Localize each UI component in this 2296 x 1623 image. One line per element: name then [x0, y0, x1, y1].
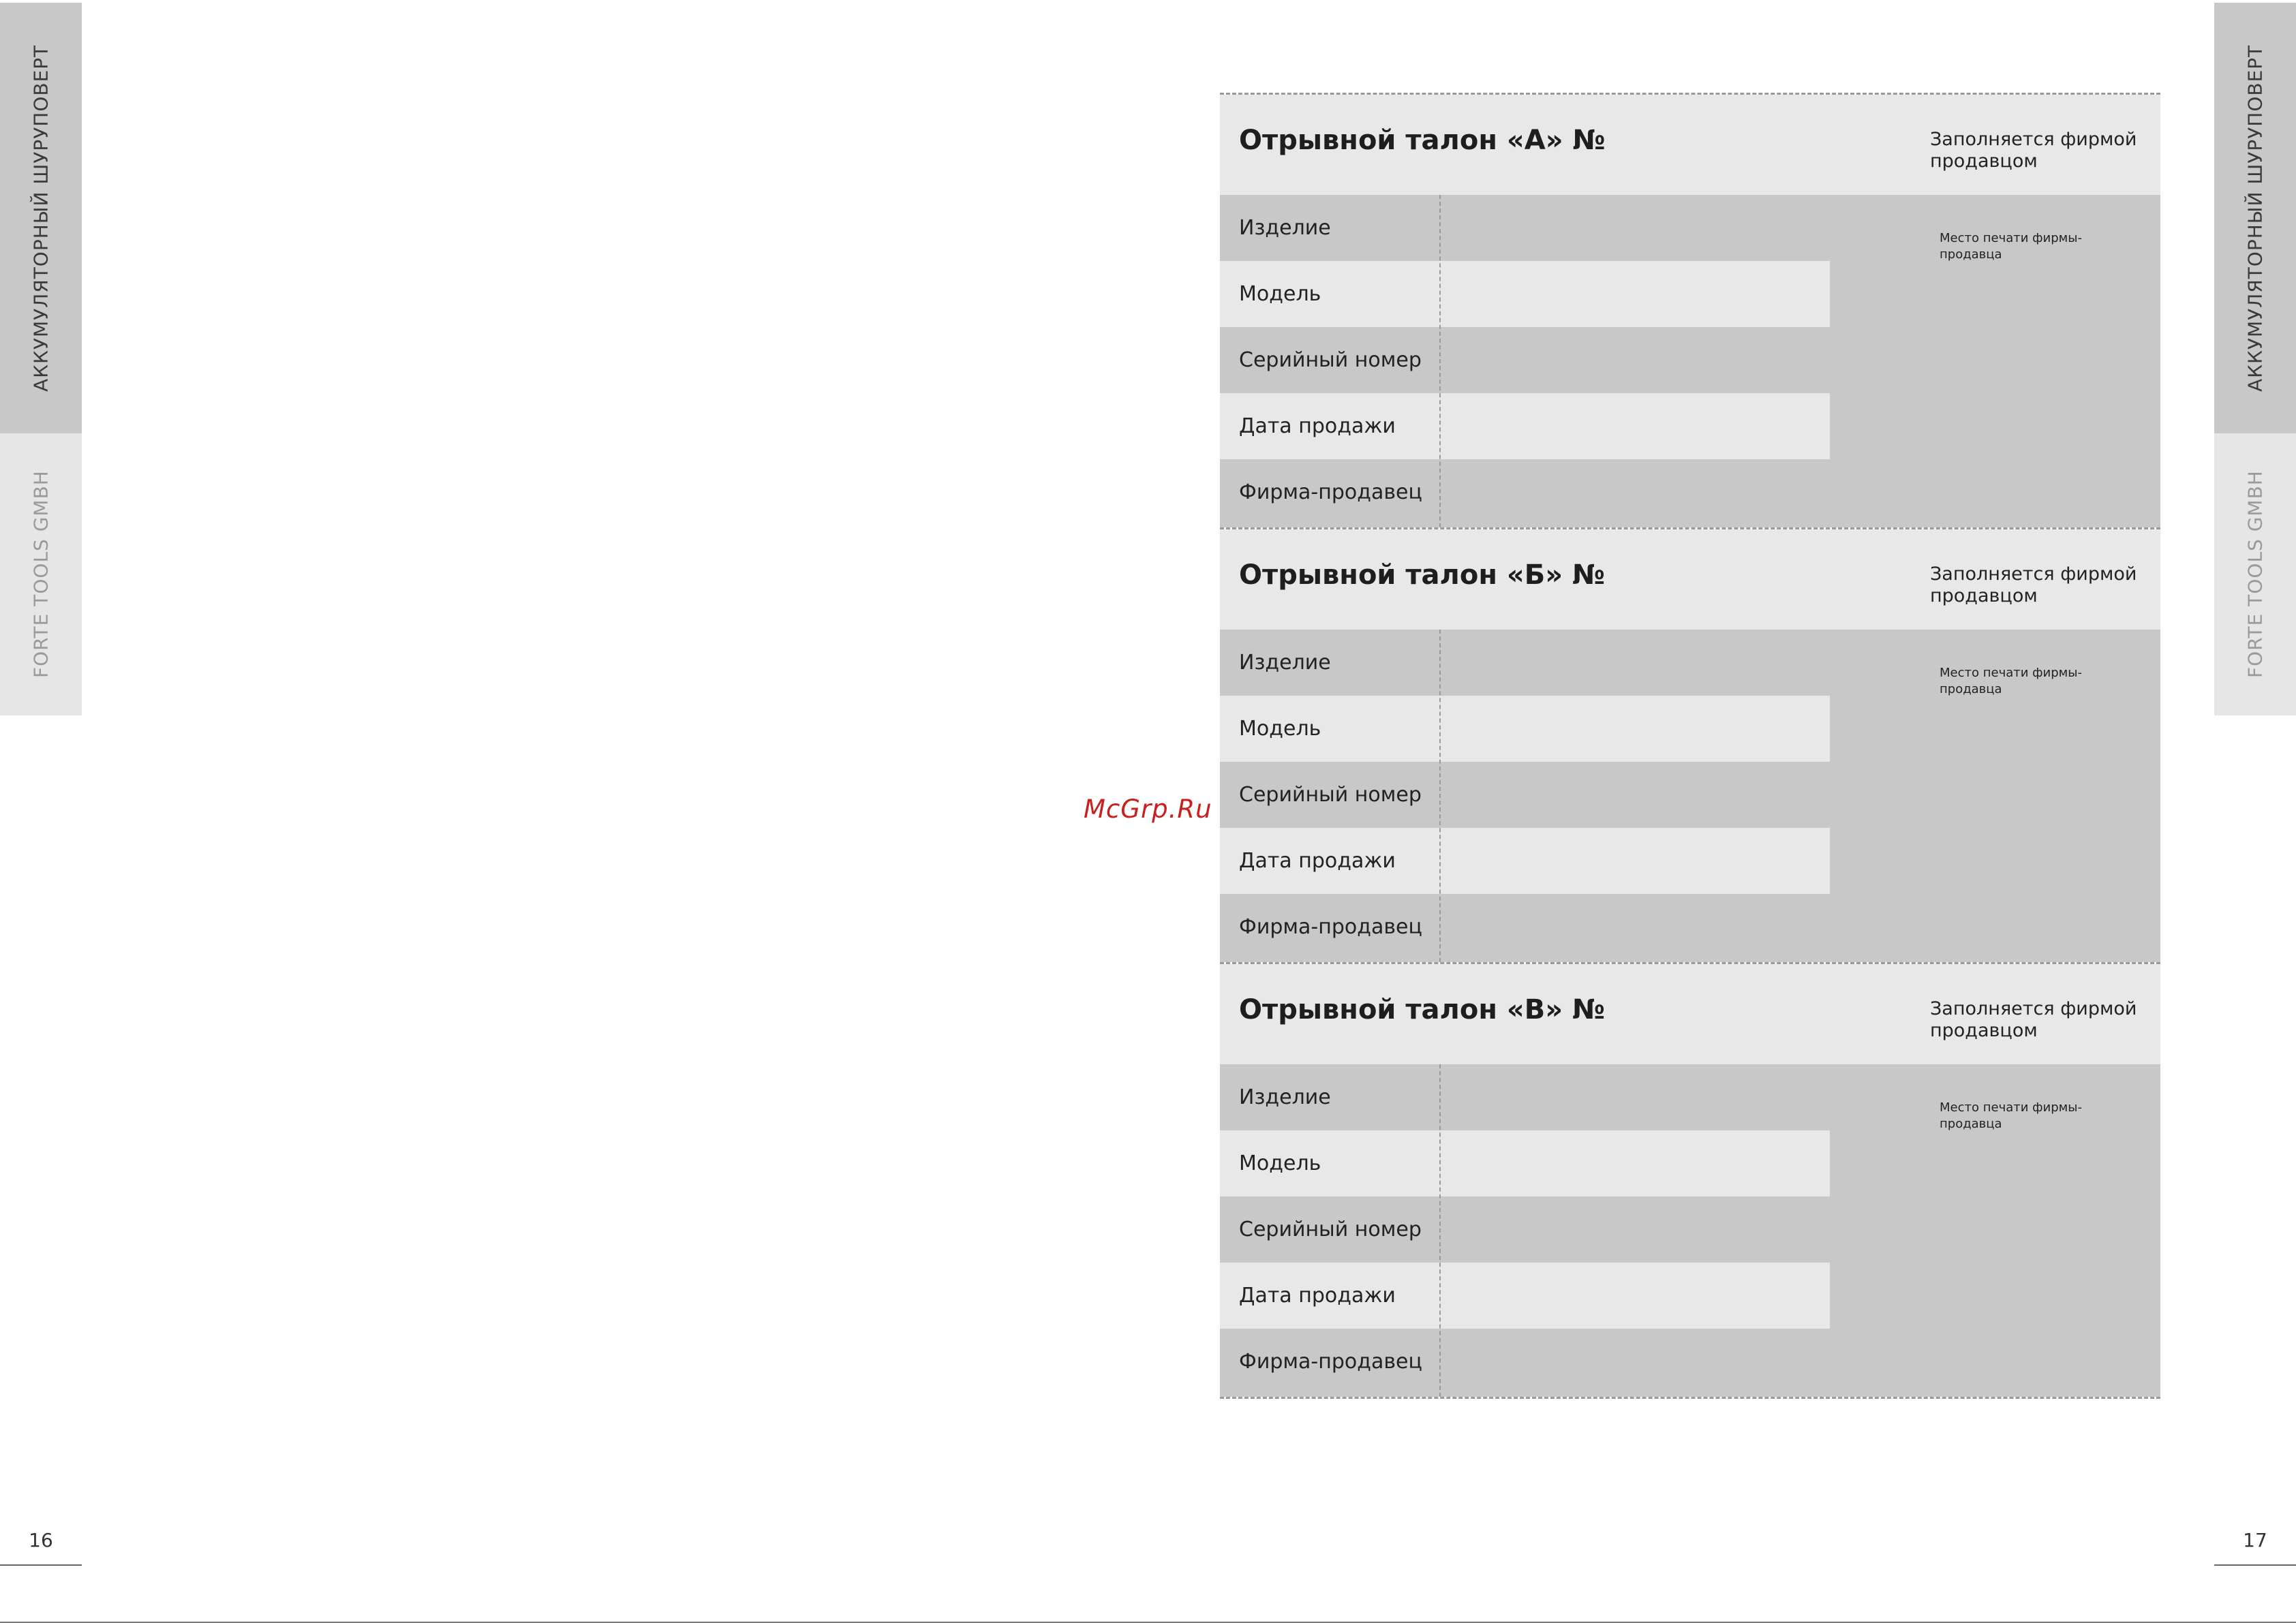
left-company-tab — [0, 433, 82, 715]
column-divider — [1439, 630, 1441, 962]
stamp-note: Место печати фирмы-продавца — [1940, 666, 2082, 696]
row-model — [1220, 261, 1830, 327]
page-number-right: 17 — [2243, 1529, 2267, 1551]
page-rule-left — [0, 1564, 82, 1566]
column-divider — [1439, 1064, 1441, 1397]
row-sale-date — [1220, 828, 1830, 894]
left-company-tab-text: FORTE TOOLS GMBH — [29, 470, 52, 679]
page-rule-right — [2214, 1564, 2296, 1566]
coupon-body — [1220, 195, 2160, 527]
row-sale-date — [1220, 1263, 1830, 1329]
row-product — [1220, 630, 1830, 696]
coupon-title: Отрывной талон «В» № — [1239, 994, 1606, 1025]
stamp-note: Место печати фирмы-продавца — [1940, 231, 2082, 262]
watermark: McGrp.Ru — [1084, 794, 1212, 824]
page-number-left: 16 — [29, 1529, 53, 1551]
coupon-v — [1220, 962, 2160, 1399]
row-label: Серийный номер — [1239, 348, 1422, 372]
row-label: Модель — [1239, 282, 1321, 306]
row-label: Серийный номер — [1239, 783, 1422, 807]
coupon-title: Отрывной талон «Б» № — [1239, 559, 1606, 591]
seller-fill-note: Заполняется фирмой продавцом — [1930, 563, 2137, 606]
row-label: Изделие — [1239, 651, 1331, 675]
row-serial — [1220, 762, 1830, 828]
row-label: Серийный номер — [1239, 1218, 1422, 1241]
row-model — [1220, 1130, 1830, 1196]
row-label: Фирма-продавец — [1239, 1350, 1422, 1374]
row-label: Изделие — [1239, 1085, 1331, 1109]
row-seller — [1220, 894, 1830, 960]
row-label: Дата продажи — [1239, 1284, 1396, 1308]
row-serial — [1220, 327, 1830, 393]
coupon-a — [1220, 93, 2160, 527]
stamp-note: Место печати фирмы-продавца — [1940, 1100, 2082, 1131]
right-company-tab-text: FORTE TOOLS GMBH — [2244, 470, 2267, 679]
row-seller — [1220, 1329, 1830, 1395]
row-sale-date — [1220, 393, 1830, 459]
row-label: Дата продажи — [1239, 414, 1396, 438]
row-product — [1220, 195, 1830, 261]
column-divider — [1439, 195, 1441, 527]
row-seller — [1220, 459, 1830, 525]
right-product-tab-text: АККУМУЛЯТОРНЫЙ ШУРУПОВЕРТ — [2244, 44, 2267, 392]
row-label: Дата продажи — [1239, 849, 1396, 873]
row-label: Фирма-продавец — [1239, 915, 1422, 939]
coupon-title: Отрывной талон «А» № — [1239, 125, 1606, 156]
seller-fill-note: Заполняется фирмой продавцом — [1930, 129, 2137, 172]
coupon-body — [1220, 1064, 2160, 1397]
row-product — [1220, 1064, 1830, 1130]
coupon-body — [1220, 630, 2160, 962]
row-label: Фирма-продавец — [1239, 480, 1422, 504]
left-product-tab — [0, 3, 82, 433]
coupon-header — [1220, 529, 2160, 630]
coupon-header — [1220, 964, 2160, 1064]
coupon-header — [1220, 95, 2160, 195]
right-product-tab — [2214, 3, 2296, 433]
row-model — [1220, 696, 1830, 762]
right-company-tab — [2214, 433, 2296, 715]
coupon-b — [1220, 527, 2160, 962]
row-serial — [1220, 1196, 1830, 1263]
seller-fill-note: Заполняется фирмой продавцом — [1930, 998, 2137, 1041]
row-label: Модель — [1239, 717, 1321, 741]
row-label: Модель — [1239, 1151, 1321, 1175]
row-label: Изделие — [1239, 216, 1331, 240]
left-product-tab-text: АККУМУЛЯТОРНЫЙ ШУРУПОВЕРТ — [29, 44, 52, 392]
coupon-stack — [1220, 93, 2160, 1399]
